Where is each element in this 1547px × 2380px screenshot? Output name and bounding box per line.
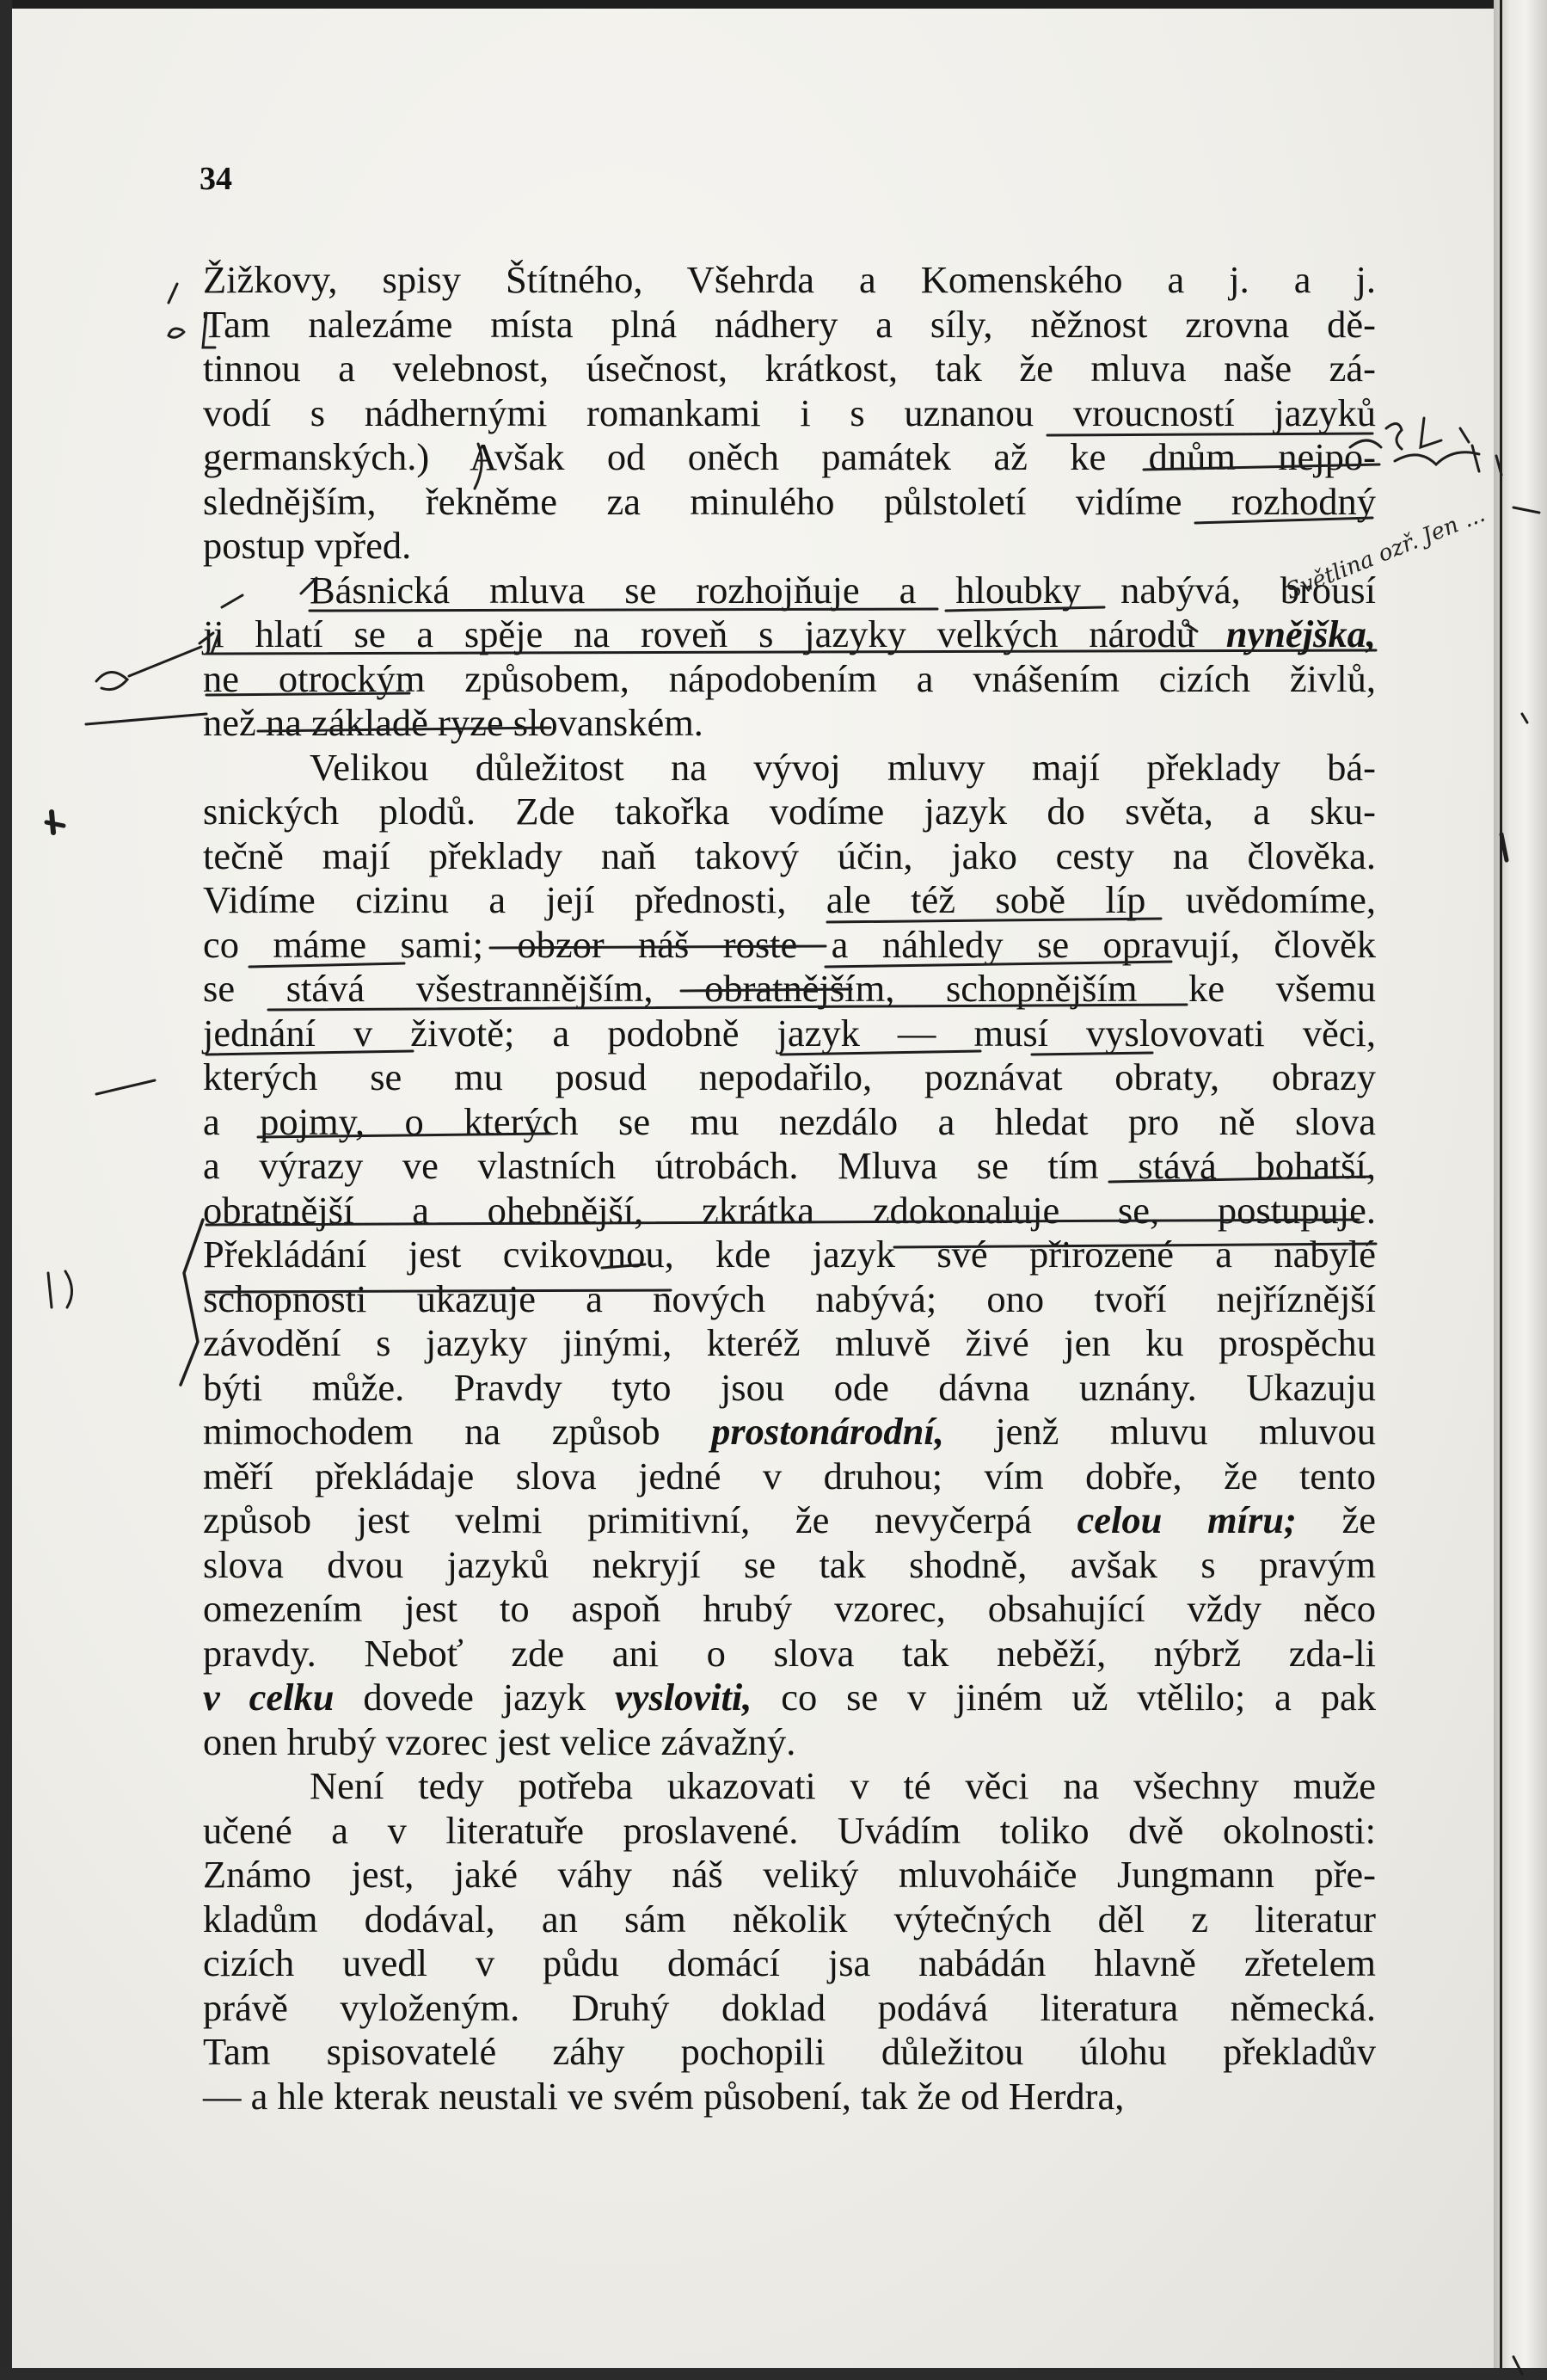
text-line: a výrazy ve vlastních útrobách. Mluva se tím stává bohatší, xyxy=(203,1144,1376,1187)
text-line: v celku dovede jazyk vysloviti, co se v jiném už vtělilo; a pak xyxy=(203,1676,1376,1719)
text-line: onen hrubý vzorec jest velice závažný. xyxy=(203,1719,796,1763)
text-line: učené a v literatuře proslavené. Uvádím toliko dvě okolnosti: xyxy=(203,1808,1376,1852)
text-line: tečně mají překlady naň takový účin, jako cesty na člověka. xyxy=(203,833,1376,877)
scan-border-top xyxy=(0,0,1547,9)
margin-note-right: Světlina ozř. Jen ... xyxy=(1282,501,1489,606)
scan-border-left xyxy=(0,0,12,2380)
text-line: Žižkovy, spisy Štítného, Všehrda a Komenského a j. a j. xyxy=(203,258,1376,301)
text-line: co máme sami; obzor náš roste a náhledy se opravují, člověk xyxy=(203,922,1376,966)
text-line: se stává všestrannějším, obratnějším, schopnějším ke všemu xyxy=(203,967,1376,1010)
text-line: germanských.) Avšak od oněch památek až ke dnům nejpo- xyxy=(203,435,1376,478)
text-line: tinnou a velebnost, úsečnost, krátkost, tak že mluva naše zá- xyxy=(203,347,1376,390)
page-number: 34 xyxy=(200,161,232,197)
text-line: Není tedy potřeba ukazovati v té věci na všechny muže xyxy=(310,1764,1376,1807)
body-text xyxy=(203,258,1376,2119)
text-line: snických plodů. Zde takořka vodíme jazyk do světa, a sku- xyxy=(203,790,1376,833)
text-line: a pojmy, o kterých se mu nezdálo a hledat pro ně slova xyxy=(203,1099,1376,1143)
text-line: mimochodem na způsob prostonárodní, jenž mluvu mluvou xyxy=(203,1410,1376,1453)
text-line: Velikou důležitost na vývoj mluvy mají překlady bá- xyxy=(310,745,1376,789)
text-line: schopnosti ukazuje a nových nabývá; ono tvoří nejříznější xyxy=(203,1276,1376,1320)
text-line: Vidíme cizinu a její přednosti, ale též sobě líp uvědomíme, xyxy=(203,878,1376,921)
text-line: způsob jest velmi primitivní, že nevyčerpá celou míru; že xyxy=(203,1498,1376,1541)
text-line: omezením jest to aspoň hrubý vzorec, obsahující vždy něco xyxy=(203,1587,1376,1630)
text-line: ji hlatí se a spěje na roveň s jazyky velkých národů nynějška, xyxy=(203,612,1376,655)
text-line: postup vpřed. xyxy=(203,524,412,567)
text-line: než na základě ryze slovanském. xyxy=(203,701,703,744)
text-line: cizích uvedl v půdu domácí jsa nabádán hlavně zřetelem xyxy=(203,1941,1376,1984)
text-line: Tam nalezáme místa plná nádhery a síly, něžnost zrovna dě- xyxy=(203,302,1376,346)
text-line: měří překládaje slova jedné v druhou; vím dobře, že tento xyxy=(203,1454,1376,1497)
text-line: vodí s nádhernými romankami i s uznanou vroucností jazyků xyxy=(203,391,1376,434)
text-line: pravdy. Neboť zde ani o slova tak neběží, nýbrž zda-li xyxy=(203,1631,1376,1675)
text-line: kladům dodával, an sám několik výtečných děl z literatur xyxy=(203,1897,1376,1940)
text-line: kterých se mu posud nepodařilo, poznávat obraty, obrazy xyxy=(203,1055,1376,1098)
text-line: závodění s jazyky jinými, kteréž mluvě živé jen ku prospěchu xyxy=(203,1321,1376,1364)
text-line: Básnická mluva se rozhojňuje a hloubky nabývá, brousí xyxy=(310,568,1376,612)
text-line: obratnější a ohebnější, zkrátka zdokonaluje se, postupuje. xyxy=(203,1188,1376,1232)
scan-border-bottom xyxy=(0,2368,1547,2380)
text-line: jednání v životě; a podobně jazyk — musí vyslovovati věci, xyxy=(203,1011,1376,1055)
text-line: Tam spisovatelé záhy pochopili důležitou úlohu překladův xyxy=(203,2030,1376,2073)
text-line: Překládání jest cvikovnou, kde jazyk své přirozené a nabylé xyxy=(203,1233,1376,1276)
text-line: ne otrockým způsobem, nápodobením a vnášením cizích živlů, xyxy=(203,656,1376,700)
text-line: slova dvou jazyků nekryjí se tak shodně, avšak s pravým xyxy=(203,1542,1376,1586)
text-line: Známo jest, jaké váhy náš veliký mluvoháiče Jungmann pře- xyxy=(203,1853,1376,1896)
text-line: — a hle kterak neustali ve svém působení, tak že od Herdra, xyxy=(203,2074,1125,2118)
text-line: slednějším, řekněme za minulého půlstoletí vidíme rozhodný xyxy=(203,479,1376,523)
text-line: právě vyloženým. Druhý doklad podává literatura německá. xyxy=(203,1985,1376,2029)
text-line: býti může. Pravdy tyto jsou ode dávna uznány. Ukazuju xyxy=(203,1365,1376,1409)
scan-border-right xyxy=(1500,0,1502,2380)
